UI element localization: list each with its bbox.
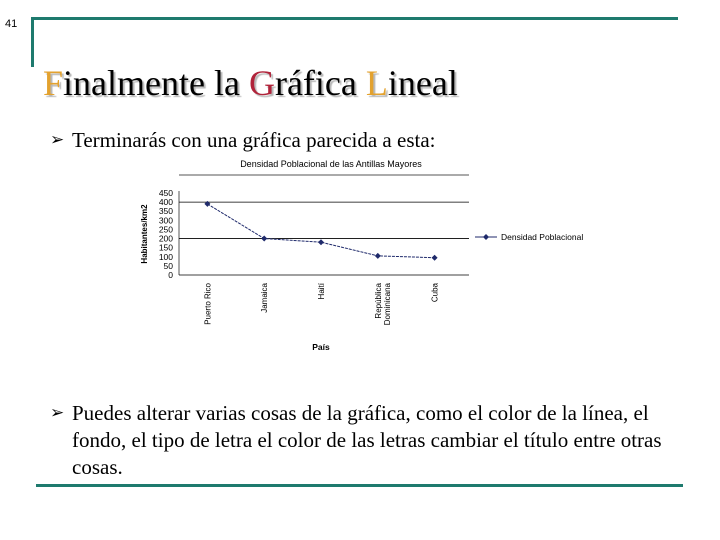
x-tick-label [431,282,440,302]
y-tick-label: 0 [168,270,173,280]
x-tick-label-line: Cuba [430,283,440,303]
data-point [318,239,324,245]
title-initial-l: L [365,63,388,103]
x-tick-label-line: República [373,283,383,319]
legend-label: Densidad Poblacional [501,232,584,242]
slide-number: 41 [5,18,18,30]
y-axis-label: Habitantes/km2 [140,204,149,264]
x-tick-label-line: Jamaica [260,283,270,313]
y-tick-label: 150 [158,242,173,253]
data-point [375,253,381,259]
x-tick-label [203,282,212,324]
title-initial-g: G [248,63,275,103]
x-tick-label-line: Haití [317,283,326,300]
data-point [432,255,438,261]
title-part-3: ineal [387,63,458,103]
frame-top-line [31,17,678,20]
slide-title [43,62,458,104]
title-initial-f: F [43,63,64,103]
y-tick-label: 400 [158,197,173,208]
x-tick-label [317,282,326,299]
series-line [207,204,434,258]
y-tick-label: 350 [158,206,173,217]
bullet-arrow-icon: ➢ [50,130,65,150]
y-tick-label: 450 [158,188,173,198]
bullet-arrow-icon: ➢ [50,403,65,423]
y-tick-label: 250 [158,224,173,235]
line-chart [130,155,610,355]
y-tick-label: 50 [163,260,173,271]
bullet-text: Puedes alterar varias cosas de la gráfica, como el color de la línea, el fondo, el tipo de letra el color de las letras cambiar el título entre otras cosas. [72,401,662,479]
bullet-item [50,127,670,157]
bullet-item [50,400,700,484]
y-tick-label: 300 [158,215,173,226]
title-part-1: inalmente la [63,63,249,103]
x-tick-label-line: Dominicana [382,283,392,326]
chart-title: Densidad Poblacional de las Antillas Mayores [240,159,422,169]
y-tick-label: 200 [158,233,173,244]
x-axis-label: País [312,342,330,352]
frame-left-line [31,17,34,67]
frame-bottom-line [36,484,683,487]
bullet-text: Terminarás con una gráfica parecida a esta: [72,128,436,152]
x-tick-label-line: Puerto Rico [203,283,213,325]
data-point [261,236,267,242]
legend-marker [483,234,489,240]
title-part-2: ráfica [274,63,366,103]
y-tick-label: 100 [158,251,173,262]
x-tick-label [260,282,269,312]
x-tick-label [374,282,392,325]
